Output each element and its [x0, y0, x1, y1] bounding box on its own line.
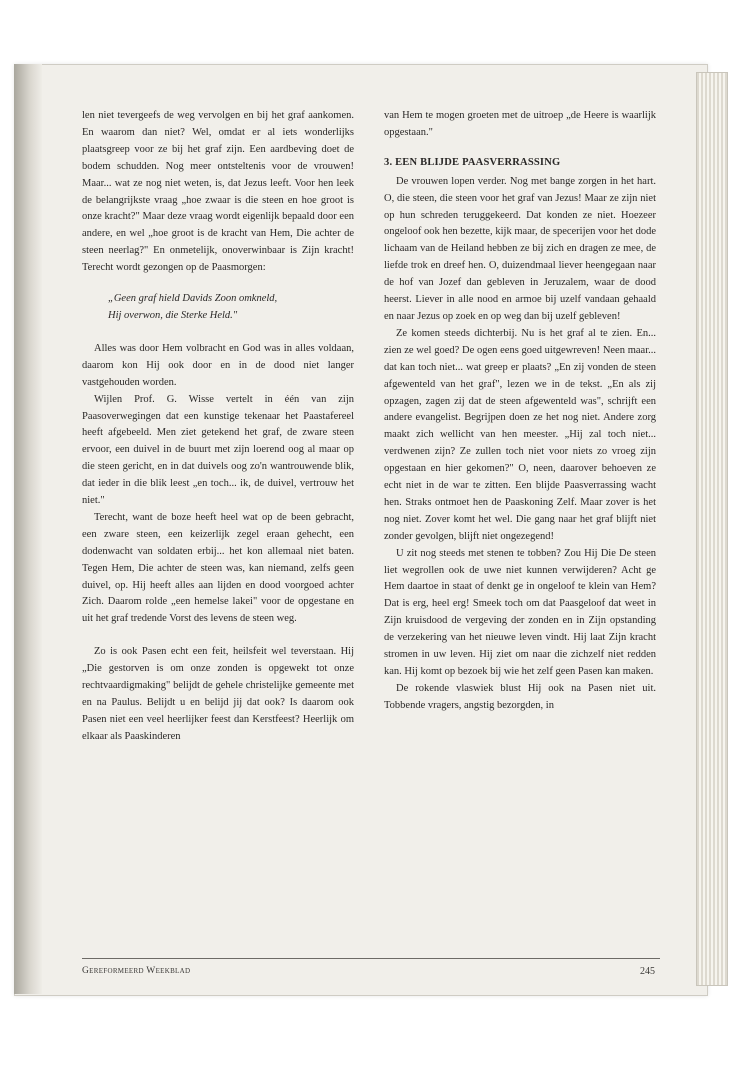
paragraph: Wijlen Prof. G. Wisse vertelt in één van zijn Paasoverwegingen dat een kunstige tekenaar het Paastafereel heeft afgebeeld. Men ziet getekend het graf, de zware steen ervoor, een duivel in de buurt met zijn loerend oog al maar op die steen gericht, en in dat duivels oog zo'n wantrouwende blik, dat ieder in die blik leest „en toch... ik, de duivel, vertrouw het niet.": [82, 393, 354, 507]
book-spine: [14, 64, 42, 994]
paragraph: Zo is ook Pasen echt een feit, heilsfeit wel teverstaan. Hij „Die gestorven is om onze zonden is opgewekt tot onze rechtvaardigmaking" belijdt de gehele christelijke gemeente met en na Paulus. Belijdt u en belijd jij dat ook? Is daarom ook Pasen niet een veel heerlijker feest dan Kerstfeest? Heerlijk om elkaar als Paaskinderen: [82, 646, 354, 742]
publication-name: Gereformeerd Weekblad: [82, 966, 191, 976]
quote-line: Hij overwon, die Sterke Held.": [108, 309, 238, 321]
page-edges: [696, 72, 728, 986]
quote-line: „Geen graf hield Davids Zoon omkneld,: [108, 293, 278, 305]
paragraph: De vrouwen lopen verder. Nog met bange zorgen in het hart. O, die steen, die steen voor het graf van Jezus! Maar ze zijn niet op hun schreden teruggekeerd. Dat konden ze niet. Hoezeer ongeloof ook hen bezette, kijk maar, de specerijen voor het dode lichaam van de Heiland hebben ze bij zich en dragen ze mee, de liefde trok en dreef hen. O, duizendmaal liever heengegaan naar de hof van Jozef dan gebleven in Jeruzalem, waar de dood heerst. Liever in alle nood en armoe bij uzelf vandaan gehaald en naar Jezus op zoek en op weg dan bij uzelf gebleven!: [384, 175, 656, 322]
paragraph: Ze komen steeds dichterbij. Nu is het graf al te zien. En... zien ze wel goed? De ogen eens goed uitgewreven! Neen maar... dat kan toch niet... wat greep er plaats? „En zij vonden de steen afgewenteld van het graf", lezen we in de tekst. „En als zij opzagen, zagen zij dat de steen afgewenteld was", schrijft een andere evangelist. Begrijpen doen ze het nog niet. Andere zorg maakt zich wellicht van hen meester. „Hij zal toch niet... verdwenen zijn? Ze zullen toch niet voor niets zo vroeg zijn opgestaan en hier gekomen?" O, neen, daarover behoeven ze echt niet in de war te zitten. Een blijde Paasverrassing wacht hen. Straks ontmoet hen de Paaskoning Zelf. Maar zover is het nog niet. Zover komt het wel. Die gang naar het graf blijft niet zonder gevolgen, blijft niet ongezegend!: [384, 327, 656, 542]
paragraph: U zit nog steeds met stenen te tobben? Zou Hij Die De steen liet wegrollen ook de uwe niet kunnen verwijderen? Acht ge Hem daartoe in staat of denkt ge in ongeloof te klein van Hem? Dat is erg, heel erg! Smeek toch om dat Paasgeloof dat weet in Zijn kruisdood de vergeving der zonden en in Zijn opstanding de verzekering van het nieuwe leven vindt. Hij laat Zijn kracht stromen in uw leven. Hij ziet om naar die zichzelf niet redden kan. Hij komt op bezoek bij wie het zelf geen Pasen kan maken.: [384, 547, 656, 677]
paragraph: Terecht, want de boze heeft heel wat op de been gebracht, een zware steen, een keizerlijk zegel eraan gehecht, een dodenwacht van soldaten erbij... het kon allemaal niet baten. Tegen Hem, Die achter de steen was, kan niemand, zelfs geen duivel, op. Hij heeft alles aan lijden en dood voorgoed achter Zich. Daarom rolde „een hemelse lakei" voor de opgestane en uit het graf tredende Vorst des levens de steen weg.: [82, 511, 354, 625]
section-heading: 3. EEN BLIJDE PAASVERRASSING: [384, 156, 561, 168]
right-column: [384, 108, 656, 715]
page-number: 245: [640, 966, 655, 977]
paragraph: van Hem te mogen groeten met de uitroep „de Heere is waarlijk opgestaan.": [384, 110, 656, 138]
footer-divider: [82, 958, 660, 959]
paragraph: len niet tevergeefs de weg vervolgen en bij het graf aankomen. En waarom dan niet? Wel, omdat er al iets wonderlijks plaatsgreep voor ze bij het graf zijn. Een aardbeving doet de bodem schudden. Nog meer ontsteltenis voor de vrouwen! Maar... wat ze nog niet weten, is, dat Jezus leeft. Voor hen leek de belangrijkste vraag „hoe zwaar is die steen en hoe groot is onze kracht?" Maar deze vraag wordt eigenlijk bepaald door een andere, en wel „hoe groot is de kracht van Hem, Die achter de steen neerlag?" En onmetelijk, onoverwinbaar is Zijn kracht! Terecht wordt gezongen op de Paasmorgen:: [82, 110, 354, 274]
hymn-quote: [82, 291, 354, 325]
paragraph: De rokende vlaswiek blust Hij ook na Pasen niet uit. Tobbende vragers, angstig bezorgden, in: [384, 682, 656, 711]
left-column: [82, 108, 354, 746]
paragraph: Alles was door Hem volbracht en God was in alles voldaan, daarom kon Hij ook door en in de dood niet langer vastgehouden worden.: [82, 342, 354, 388]
